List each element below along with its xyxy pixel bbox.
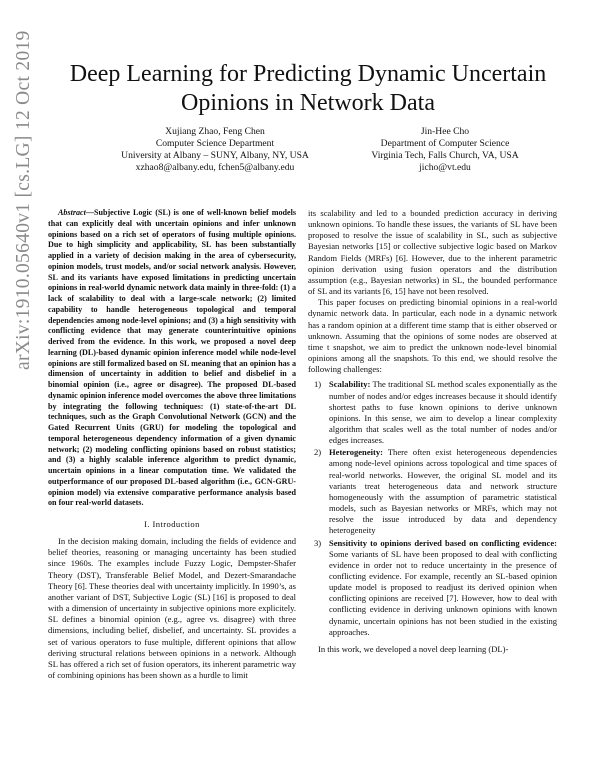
challenge-number: 2) [314,447,322,458]
author-email: xzhao8@albany.edu, fchen5@albany.edu [135,162,295,173]
challenge-number: 1) [314,379,322,390]
intro-paragraph: In the decision making domain, including the fields of evidence and belief theories, reasoning or managing uncertainty has been studied since 1960s. The examples include Fuzzy Logic, Dempster-Shafer Theory (DST), Transferable Belief Model, and Dezert-Smarandache Theory [6]. These theories deal with uncertainty implicitly. In 1990’s, as another variant of DST, Subjective Logic (SL) [16] is proposed to deal with a dimension of uncertainty in subjective opinions more explicitely. SL defines a binomial opinion (e.g., agree vs. disagree) with three dimensions, including belief, disbelief, and uncertainty. SL provides a set of various operators to fuse multiple, different opinions that allow deriving structural relations between opinions in a network. Although SL has offered a rich set of fusion operators, its inherent parametric way of combining opinions has been shown as a hurdle to limit [48,536,296,681]
challenge-item-scalability [308,379,557,446]
challenge-text: The traditional SL method scales exponentially as the number of nodes and/or edges increases because it should identify shortest paths to fuse known opinions to derive unknown opinions. In this sense, we aim to develop a linear complexity algorithm that scales well as the total number of nodes and/or edges increases. [329,379,557,446]
challenge-name: Scalability: [329,379,371,390]
arxiv-identifier: arXiv:1910.05640v1 [cs.LG] 12 Oct 2019 [13,30,34,370]
paper-title: Deep Learning for Predicting Dynamic Uncertain Opinions in Network Data [69,61,547,116]
body-paragraph-1: its scalability and led to a bounded prediction accuracy in deriving unknown opinions. To handle these issues, the variants of SL have been proposed to resolve the issue of scalability in SL, such as subjective Bayesian networks [15] or collective subjective logic based on Markov Random Fields (MRFs) [6]. However, due to the inherent parametric opinion derivation using fusion operators and the distribution assumption (e.g., Bayesian networks) in SL, the bounded performance of SL and its variants [6, 15] have not been resolved. [308,208,557,297]
challenge-item-heterogeneity [308,447,557,536]
abstract-text: —Subjective Logic (SL) is one of well-known belief models that can explicitly deal with uncertain opinions and infer unknown opinions based on a rich set of operators of fusing multiple opinions. Due to high simplicity and applicability, SL has been substantially applied in a variety of decision making in the area of cybersecurity, opinion models, trust models, and/or social network analysis. However, SL and its variants have exposed limitations in predicting uncertain opinions in real-world dynamic network data mainly in three-fold: (1) a lack of scalability to deal with a large-scale network; (2) limited capability to handle heterogeneous topological and temporal dependencies among node-level opinions; and (3) a high sensitivity with conflicting evidence that may generate counterintuitive opinions derived from the evidence. In this work, we proposed a novel deep learning (DL)-based dynamic opinion inference model while node-level opinions are still formalized based on SL meaning that an opinion has a dimension of uncertainty in addition to belief and disbelief in a binomial opinion (i.e., agree or disagree). The proposed DL-based dynamic opinion inference model overcomes the above three limitations by integrating the following techniques: (1) state-of-the-art DL techniques, such as the Graph Convolutional Network (GCN) and the Gated Recurrent Units (GRU) for modeling the topological and temporal heterogeneous dependency information of a given dynamic network; (2) modeling conflicting opinions based on robust statistics; and (3) a highly scalable inference algorithm to predict dynamic, uncertain opinions in a linear computation time. We validated the outperformance of our proposed DL-based algorithm (i.e., GCN-GRU-opinion model) via extensive comparative performance analysis based on four real-world datasets. [48,208,296,508]
body-paragraph-2: This paper focuses on predicting binomial opinions in a real-world dynamic network data. In particular, each node in a dynamic network has a random opinion at a different time stamp that is either observed or unknown. Assuming that the opinions of some nodes are observed at time t snapshot, we aim to predict the unknown node-level binomial opinions among all the snapshots. To this end, we should resolve the following challenges: [308,297,557,375]
author-block-left [85,126,345,174]
author-department: Computer Science Department [155,138,275,149]
right-column [308,208,557,655]
closing-paragraph: In this work, we developed a novel deep learning (DL)- [318,643,509,654]
author-names: Xujiang Zhao, Feng Chen [165,126,265,137]
challenge-item-sensitivity [308,538,557,638]
author-affiliation: University at Albany – SUNY, Albany, NY, USA [121,150,309,161]
challenges-list [308,379,557,638]
author-block-right [330,126,560,174]
abstract-lead: Abstract [58,208,86,217]
left-column [48,208,296,681]
abstract [48,208,296,509]
author-email: jicho@vt.edu [419,162,471,173]
section-heading-introduction: I. Introduction [144,519,200,529]
challenge-number: 3) [314,537,322,548]
author-department: Department of Computer Science [380,138,510,149]
challenge-text: Some variants of SL have been proposed to deal with conflicting evidence in order not to reduce uncertainty in the presence of conflicting evidence. For example, recently an SL-based opinion update model is proposed to readjust its derived opinion when conflicting opinions are received [7]. However, how to deal with conflicting evidence in deriving unknown opinions with known dynamic, uncertain opinions has not been studied in the existing approaches. [329,548,557,637]
author-affiliation: Virginia Tech, Falls Church, VA, USA [371,150,519,161]
challenge-text: There often exist heterogeneous dependencies among node-level opinions across topological and time spaces of real-world networks. However, the original SL model and its variants treat heterogeneous data and network structure homogeneously with the assumption of parametric statistical models, such as Bayesian networks or MRFs, which may not resolve the issue introduced by data and dependency heterogeneity [329,447,557,536]
challenge-name: Sensitivity to opinions derived based on conflicting evidence: [329,537,557,548]
author-names: Jin-Hee Cho [420,126,470,137]
challenge-name: Heterogeneity: [329,447,383,458]
